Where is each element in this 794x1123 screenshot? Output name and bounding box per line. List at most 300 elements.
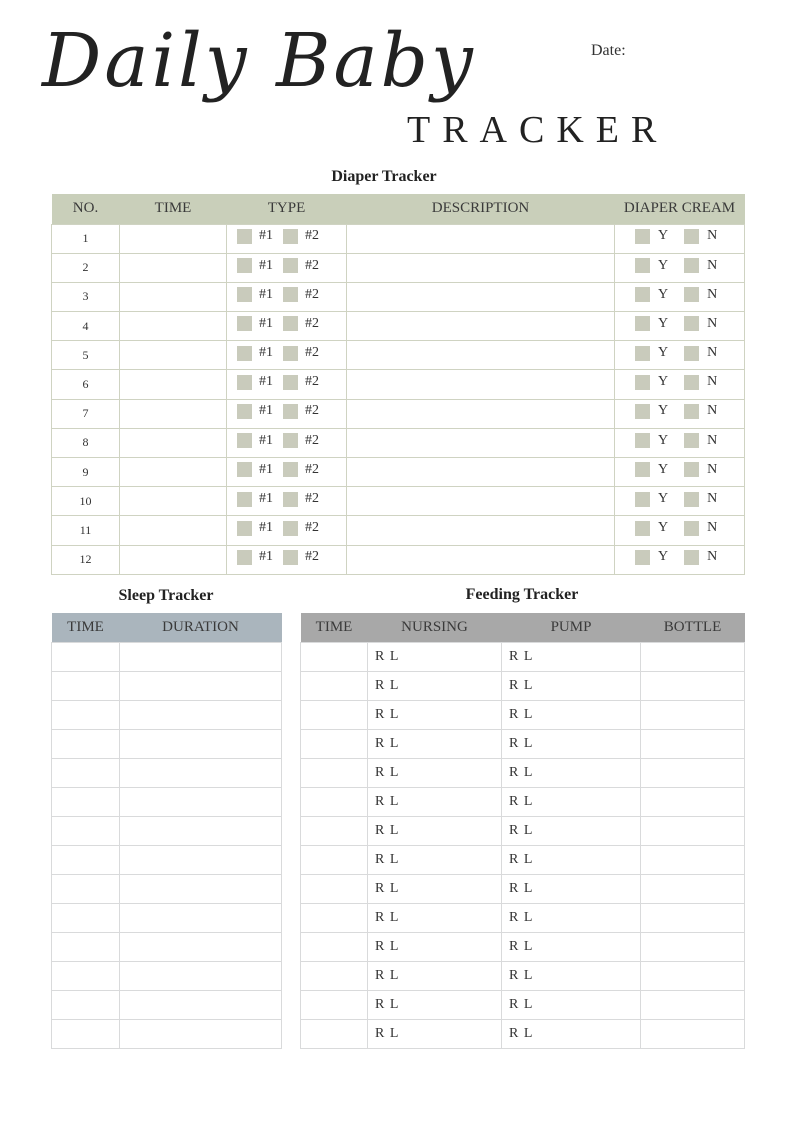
sleep-duration-cell[interactable]: [120, 700, 282, 729]
feeding-time-cell[interactable]: [301, 642, 368, 671]
type-1-checkbox[interactable]: [237, 433, 252, 448]
diaper-cream-cell: [615, 399, 745, 428]
checkbox-option[interactable]: [283, 374, 319, 390]
diaper-time-cell[interactable]: [120, 341, 227, 370]
checkbox-option[interactable]: [237, 374, 273, 390]
diaper-description-cell[interactable]: [347, 341, 615, 370]
diaper-cream-cell: [615, 282, 745, 311]
cream-yes-checkbox[interactable]: [635, 521, 650, 536]
diaper-cream-cell: [615, 487, 745, 516]
diaper-cream-cell: [615, 545, 745, 574]
feeding-nursing-cell[interactable]: R L: [368, 874, 502, 903]
cream-no-label: N: [707, 257, 718, 273]
diaper-row-number: 4: [52, 312, 120, 341]
sleep-duration-cell[interactable]: [120, 903, 282, 932]
sleep-row: [52, 903, 282, 932]
type-2-checkbox[interactable]: [283, 375, 298, 390]
cream-no-checkbox[interactable]: [684, 433, 699, 448]
cream-no-checkbox[interactable]: [684, 375, 699, 390]
cream-no-label: N: [707, 286, 718, 302]
checkbox-option[interactable]: [635, 316, 668, 332]
cream-no-label: N: [707, 491, 718, 507]
type-2-checkbox[interactable]: [283, 550, 298, 565]
cream-yes-label: Y: [658, 374, 669, 390]
diaper-row-number: 11: [52, 516, 120, 545]
feeding-nursing-cell[interactable]: R L: [368, 642, 502, 671]
checkbox-option[interactable]: [237, 287, 273, 303]
feeding-bottle-cell[interactable]: [641, 961, 745, 990]
diaper-time-cell[interactable]: [120, 282, 227, 311]
type-1-checkbox[interactable]: [237, 550, 252, 565]
cream-no-checkbox[interactable]: [684, 550, 699, 565]
sleep-time-cell[interactable]: [52, 932, 120, 961]
diaper-description-cell[interactable]: [347, 312, 615, 341]
sleep-duration-cell[interactable]: [120, 932, 282, 961]
sleep-row: [52, 874, 282, 903]
cream-yes-checkbox[interactable]: [635, 287, 650, 302]
feeding-pump-cell[interactable]: R L: [502, 816, 641, 845]
cream-no-checkbox[interactable]: [684, 229, 699, 244]
diaper-row: [52, 487, 745, 516]
checkbox-option[interactable]: [237, 433, 273, 449]
checkbox-option[interactable]: [237, 462, 273, 478]
cream-yes-label: Y: [658, 461, 669, 477]
checkbox-option[interactable]: [635, 258, 668, 274]
type-1-checkbox[interactable]: [237, 287, 252, 302]
sleep-time-cell[interactable]: [52, 729, 120, 758]
feeding-nursing-cell[interactable]: R L: [368, 903, 502, 932]
type-2-label: #2: [305, 461, 319, 477]
diaper-time-cell[interactable]: [120, 399, 227, 428]
feeding-nursing-cell[interactable]: R L: [368, 787, 502, 816]
diaper-description-cell[interactable]: [347, 224, 615, 253]
feeding-pump-cell[interactable]: R L: [502, 990, 641, 1019]
diaper-description-cell[interactable]: [347, 545, 615, 574]
feeding-col-nursing: NURSING: [368, 613, 502, 642]
type-2-label: #2: [305, 432, 319, 448]
feeding-bottle-cell[interactable]: [641, 932, 745, 961]
diaper-row-number: 5: [52, 341, 120, 370]
type-2-checkbox[interactable]: [283, 316, 298, 331]
diaper-type-cell: [227, 516, 347, 545]
diaper-description-cell[interactable]: [347, 487, 615, 516]
checkbox-option[interactable]: [237, 316, 273, 332]
cream-yes-checkbox[interactable]: [635, 550, 650, 565]
diaper-time-cell[interactable]: [120, 545, 227, 574]
checkbox-option[interactable]: [237, 228, 273, 244]
feeding-nursing-cell[interactable]: R L: [368, 758, 502, 787]
feeding-bottle-cell[interactable]: [641, 671, 745, 700]
checkbox-option[interactable]: [283, 433, 319, 449]
feeding-time-cell[interactable]: [301, 845, 368, 874]
feeding-time-cell[interactable]: [301, 874, 368, 903]
type-2-label: #2: [305, 228, 319, 244]
cream-no-label: N: [707, 461, 718, 477]
feeding-time-cell[interactable]: [301, 932, 368, 961]
diaper-row: [52, 545, 745, 574]
feeding-pump-cell[interactable]: R L: [502, 961, 641, 990]
diaper-type-cell: [227, 312, 347, 341]
cream-no-label: N: [707, 374, 718, 390]
diaper-row-number: 8: [52, 428, 120, 457]
cream-yes-label: Y: [658, 257, 669, 273]
checkbox-option[interactable]: [635, 403, 668, 419]
checkbox-option[interactable]: [684, 287, 717, 303]
sleep-duration-cell[interactable]: [120, 961, 282, 990]
cream-yes-checkbox[interactable]: [635, 433, 650, 448]
diaper-description-cell[interactable]: [347, 253, 615, 282]
diaper-time-cell[interactable]: [120, 370, 227, 399]
checkbox-option[interactable]: [237, 549, 273, 565]
feeding-row: [301, 642, 745, 671]
checkbox-option[interactable]: [684, 520, 717, 536]
sleep-duration-cell[interactable]: [120, 1019, 282, 1048]
feeding-bottle-cell[interactable]: [641, 729, 745, 758]
diaper-type-cell: [227, 545, 347, 574]
feeding-pump-cell[interactable]: R L: [502, 758, 641, 787]
checkbox-option[interactable]: [237, 491, 273, 507]
cream-no-checkbox[interactable]: [684, 346, 699, 361]
cream-no-label: N: [707, 403, 718, 419]
page-subtitle: TRACKER: [407, 109, 669, 151]
cream-no-checkbox[interactable]: [684, 258, 699, 273]
sleep-duration-cell[interactable]: [120, 990, 282, 1019]
feeding-bottle-cell[interactable]: [641, 642, 745, 671]
diaper-description-cell[interactable]: [347, 282, 615, 311]
sleep-time-cell[interactable]: [52, 671, 120, 700]
checkbox-option[interactable]: [283, 287, 319, 303]
sleep-duration-cell[interactable]: [120, 642, 282, 671]
checkbox-option[interactable]: [684, 345, 717, 361]
diaper-description-cell[interactable]: [347, 370, 615, 399]
type-1-label: #1: [259, 403, 273, 419]
diaper-time-cell[interactable]: [120, 428, 227, 457]
diaper-description-cell[interactable]: [347, 428, 615, 457]
diaper-header-row: [52, 194, 745, 224]
checkbox-option[interactable]: [635, 491, 668, 507]
diaper-time-cell[interactable]: [120, 487, 227, 516]
cream-yes-label: Y: [658, 491, 669, 507]
diaper-time-cell[interactable]: [120, 312, 227, 341]
sleep-time-cell[interactable]: [52, 787, 120, 816]
sleep-row: [52, 961, 282, 990]
diaper-time-cell[interactable]: [120, 224, 227, 253]
type-2-label: #2: [305, 491, 319, 507]
feeding-col-bottle: BOTTLE: [641, 613, 745, 642]
sleep-duration-cell[interactable]: [120, 874, 282, 903]
diaper-row: [52, 224, 745, 253]
feeding-time-cell[interactable]: [301, 787, 368, 816]
type-1-checkbox[interactable]: [237, 316, 252, 331]
feeding-row: [301, 1019, 745, 1048]
feeding-bottle-cell[interactable]: [641, 787, 745, 816]
sleep-row: [52, 1019, 282, 1048]
feeding-row: [301, 961, 745, 990]
cream-yes-checkbox[interactable]: [635, 404, 650, 419]
sleep-time-cell[interactable]: [52, 1019, 120, 1048]
cream-yes-label: Y: [658, 286, 669, 302]
sleep-time-cell[interactable]: [52, 642, 120, 671]
sleep-row: [52, 758, 282, 787]
checkbox-option[interactable]: [684, 433, 717, 449]
type-2-checkbox[interactable]: [283, 287, 298, 302]
diaper-cream-cell: [615, 224, 745, 253]
cream-no-label: N: [707, 345, 718, 361]
feeding-bottle-cell[interactable]: [641, 816, 745, 845]
checkbox-option[interactable]: [684, 549, 717, 565]
checkbox-option[interactable]: [684, 462, 717, 478]
feeding-pump-cell[interactable]: R L: [502, 729, 641, 758]
feeding-pump-cell[interactable]: R L: [502, 642, 641, 671]
feeding-time-cell[interactable]: [301, 903, 368, 932]
type-1-label: #1: [259, 315, 273, 331]
type-2-label: #2: [305, 345, 319, 361]
cream-no-label: N: [707, 520, 718, 536]
diaper-row-number: 3: [52, 282, 120, 311]
checkbox-option[interactable]: [635, 433, 668, 449]
checkbox-option[interactable]: [684, 228, 717, 244]
diaper-row: [52, 516, 745, 545]
diaper-row: [52, 312, 745, 341]
cream-yes-checkbox[interactable]: [635, 316, 650, 331]
feeding-row: [301, 729, 745, 758]
feeding-nursing-cell[interactable]: R L: [368, 816, 502, 845]
type-1-checkbox[interactable]: [237, 521, 252, 536]
sleep-col-duration: DURATION: [120, 613, 282, 642]
feeding-row: [301, 816, 745, 845]
feeding-bottle-cell[interactable]: [641, 903, 745, 932]
sleep-time-cell[interactable]: [52, 990, 120, 1019]
cream-yes-label: Y: [658, 315, 669, 331]
feeding-table: [300, 613, 745, 1049]
cream-no-checkbox[interactable]: [684, 462, 699, 477]
checkbox-option[interactable]: [283, 462, 319, 478]
type-1-checkbox[interactable]: [237, 404, 252, 419]
sleep-row: [52, 990, 282, 1019]
type-2-checkbox[interactable]: [283, 492, 298, 507]
checkbox-option[interactable]: [237, 345, 273, 361]
diaper-row: [52, 341, 745, 370]
diaper-description-cell[interactable]: [347, 516, 615, 545]
diaper-row-number: 7: [52, 399, 120, 428]
type-1-label: #1: [259, 228, 273, 244]
checkbox-option[interactable]: [684, 258, 717, 274]
type-2-checkbox[interactable]: [283, 229, 298, 244]
cream-yes-label: Y: [658, 520, 669, 536]
feeding-header-row: [301, 613, 745, 642]
checkbox-option[interactable]: [684, 491, 717, 507]
type-1-label: #1: [259, 549, 273, 565]
diaper-row: [52, 370, 745, 399]
diaper-row: [52, 458, 745, 487]
feeding-time-cell[interactable]: [301, 758, 368, 787]
feeding-nursing-cell[interactable]: R L: [368, 990, 502, 1019]
feeding-pump-cell[interactable]: R L: [502, 932, 641, 961]
type-1-checkbox[interactable]: [237, 462, 252, 477]
checkbox-option[interactable]: [684, 403, 717, 419]
cream-no-label: N: [707, 432, 718, 448]
diaper-type-cell: [227, 487, 347, 516]
type-2-checkbox[interactable]: [283, 462, 298, 477]
feeding-pump-cell[interactable]: R L: [502, 671, 641, 700]
sleep-time-cell[interactable]: [52, 758, 120, 787]
feeding-nursing-cell[interactable]: R L: [368, 671, 502, 700]
feeding-nursing-cell[interactable]: R L: [368, 700, 502, 729]
feeding-bottle-cell[interactable]: [641, 1019, 745, 1048]
cream-no-checkbox[interactable]: [684, 316, 699, 331]
feeding-row: [301, 990, 745, 1019]
diaper-tracker-title: Diaper Tracker: [331, 168, 437, 185]
cream-yes-label: Y: [658, 549, 669, 565]
diaper-time-cell[interactable]: [120, 458, 227, 487]
diaper-row-number: 2: [52, 253, 120, 282]
sleep-time-cell[interactable]: [52, 874, 120, 903]
cream-yes-checkbox[interactable]: [635, 229, 650, 244]
type-1-label: #1: [259, 491, 273, 507]
checkbox-option[interactable]: [684, 374, 717, 390]
feeding-nursing-cell[interactable]: R L: [368, 845, 502, 874]
diaper-type-cell: [227, 341, 347, 370]
feeding-nursing-cell[interactable]: R L: [368, 729, 502, 758]
diaper-cream-cell: [615, 312, 745, 341]
sleep-time-cell[interactable]: [52, 700, 120, 729]
checkbox-option[interactable]: [283, 520, 319, 536]
diaper-description-cell[interactable]: [347, 458, 615, 487]
checkbox-option[interactable]: [283, 491, 319, 507]
checkbox-option[interactable]: [635, 462, 668, 478]
sleep-time-cell[interactable]: [52, 903, 120, 932]
feeding-pump-cell[interactable]: R L: [502, 874, 641, 903]
sleep-row: [52, 671, 282, 700]
diaper-cream-cell: [615, 516, 745, 545]
cream-no-label: N: [707, 549, 718, 565]
diaper-cream-cell: [615, 341, 745, 370]
checkbox-option[interactable]: [635, 345, 668, 361]
sleep-duration-cell[interactable]: [120, 758, 282, 787]
type-1-checkbox[interactable]: [237, 346, 252, 361]
sleep-header-row: [52, 613, 282, 642]
feeding-pump-cell[interactable]: R L: [502, 845, 641, 874]
feeding-pump-cell[interactable]: R L: [502, 787, 641, 816]
feeding-time-cell[interactable]: [301, 729, 368, 758]
checkbox-option[interactable]: [684, 316, 717, 332]
feeding-bottle-cell[interactable]: [641, 758, 745, 787]
diaper-col-description: DESCRIPTION: [347, 194, 615, 224]
cream-yes-checkbox[interactable]: [635, 375, 650, 390]
cream-no-checkbox[interactable]: [684, 492, 699, 507]
checkbox-option[interactable]: [283, 549, 319, 565]
cream-yes-label: Y: [658, 403, 669, 419]
cream-no-checkbox[interactable]: [684, 404, 699, 419]
sleep-row: [52, 816, 282, 845]
sleep-time-cell[interactable]: [52, 845, 120, 874]
feeding-pump-cell[interactable]: R L: [502, 1019, 641, 1048]
type-1-label: #1: [259, 257, 273, 273]
sleep-duration-cell[interactable]: [120, 845, 282, 874]
sleep-duration-cell[interactable]: [120, 787, 282, 816]
feeding-bottle-cell[interactable]: [641, 700, 745, 729]
feeding-time-cell[interactable]: [301, 1019, 368, 1048]
cream-no-checkbox[interactable]: [684, 287, 699, 302]
feeding-bottle-cell[interactable]: [641, 874, 745, 903]
checkbox-option[interactable]: [635, 549, 668, 565]
type-2-checkbox[interactable]: [283, 404, 298, 419]
diaper-description-cell[interactable]: [347, 399, 615, 428]
sleep-time-cell[interactable]: [52, 961, 120, 990]
checkbox-option[interactable]: [283, 316, 319, 332]
checkbox-option[interactable]: [635, 287, 668, 303]
cream-yes-checkbox[interactable]: [635, 462, 650, 477]
feeding-time-cell[interactable]: [301, 700, 368, 729]
cream-yes-checkbox[interactable]: [635, 492, 650, 507]
feeding-nursing-cell[interactable]: R L: [368, 932, 502, 961]
diaper-row: [52, 253, 745, 282]
feeding-time-cell[interactable]: [301, 671, 368, 700]
checkbox-option[interactable]: [635, 374, 668, 390]
feeding-time-cell[interactable]: [301, 816, 368, 845]
checkbox-option[interactable]: [283, 228, 319, 244]
sleep-duration-cell[interactable]: [120, 729, 282, 758]
feeding-nursing-cell[interactable]: R L: [368, 961, 502, 990]
checkbox-option[interactable]: [237, 403, 273, 419]
checkbox-option[interactable]: [635, 228, 668, 244]
date-label: Date:: [591, 42, 626, 59]
type-1-checkbox[interactable]: [237, 258, 252, 273]
feeding-pump-cell[interactable]: R L: [502, 700, 641, 729]
feeding-time-cell[interactable]: [301, 990, 368, 1019]
type-2-checkbox[interactable]: [283, 258, 298, 273]
diaper-cream-cell: [615, 428, 745, 457]
diaper-row: [52, 428, 745, 457]
checkbox-option[interactable]: [635, 520, 668, 536]
cream-yes-checkbox[interactable]: [635, 346, 650, 361]
diaper-type-cell: [227, 253, 347, 282]
type-2-checkbox[interactable]: [283, 433, 298, 448]
cream-yes-checkbox[interactable]: [635, 258, 650, 273]
checkbox-option[interactable]: [237, 258, 273, 274]
diaper-time-cell[interactable]: [120, 253, 227, 282]
sleep-row: [52, 845, 282, 874]
sleep-row: [52, 729, 282, 758]
checkbox-option[interactable]: [283, 345, 319, 361]
diaper-row-number: 10: [52, 487, 120, 516]
sleep-duration-cell[interactable]: [120, 816, 282, 845]
feeding-row: [301, 874, 745, 903]
checkbox-option[interactable]: [283, 258, 319, 274]
diaper-cream-cell: [615, 458, 745, 487]
type-1-checkbox[interactable]: [237, 229, 252, 244]
cream-no-checkbox[interactable]: [684, 521, 699, 536]
feeding-bottle-cell[interactable]: [641, 990, 745, 1019]
sleep-duration-cell[interactable]: [120, 671, 282, 700]
feeding-row: [301, 758, 745, 787]
feeding-pump-cell[interactable]: R L: [502, 903, 641, 932]
type-2-checkbox[interactable]: [283, 521, 298, 536]
diaper-row-number: 6: [52, 370, 120, 399]
feeding-time-cell[interactable]: [301, 961, 368, 990]
type-1-checkbox[interactable]: [237, 375, 252, 390]
type-1-checkbox[interactable]: [237, 492, 252, 507]
cream-no-label: N: [707, 228, 718, 244]
type-2-checkbox[interactable]: [283, 346, 298, 361]
feeding-nursing-cell[interactable]: R L: [368, 1019, 502, 1048]
feeding-bottle-cell[interactable]: [641, 845, 745, 874]
sleep-time-cell[interactable]: [52, 816, 120, 845]
checkbox-option[interactable]: [237, 520, 273, 536]
feeding-col-pump: PUMP: [502, 613, 641, 642]
diaper-time-cell[interactable]: [120, 516, 227, 545]
checkbox-option[interactable]: [283, 403, 319, 419]
